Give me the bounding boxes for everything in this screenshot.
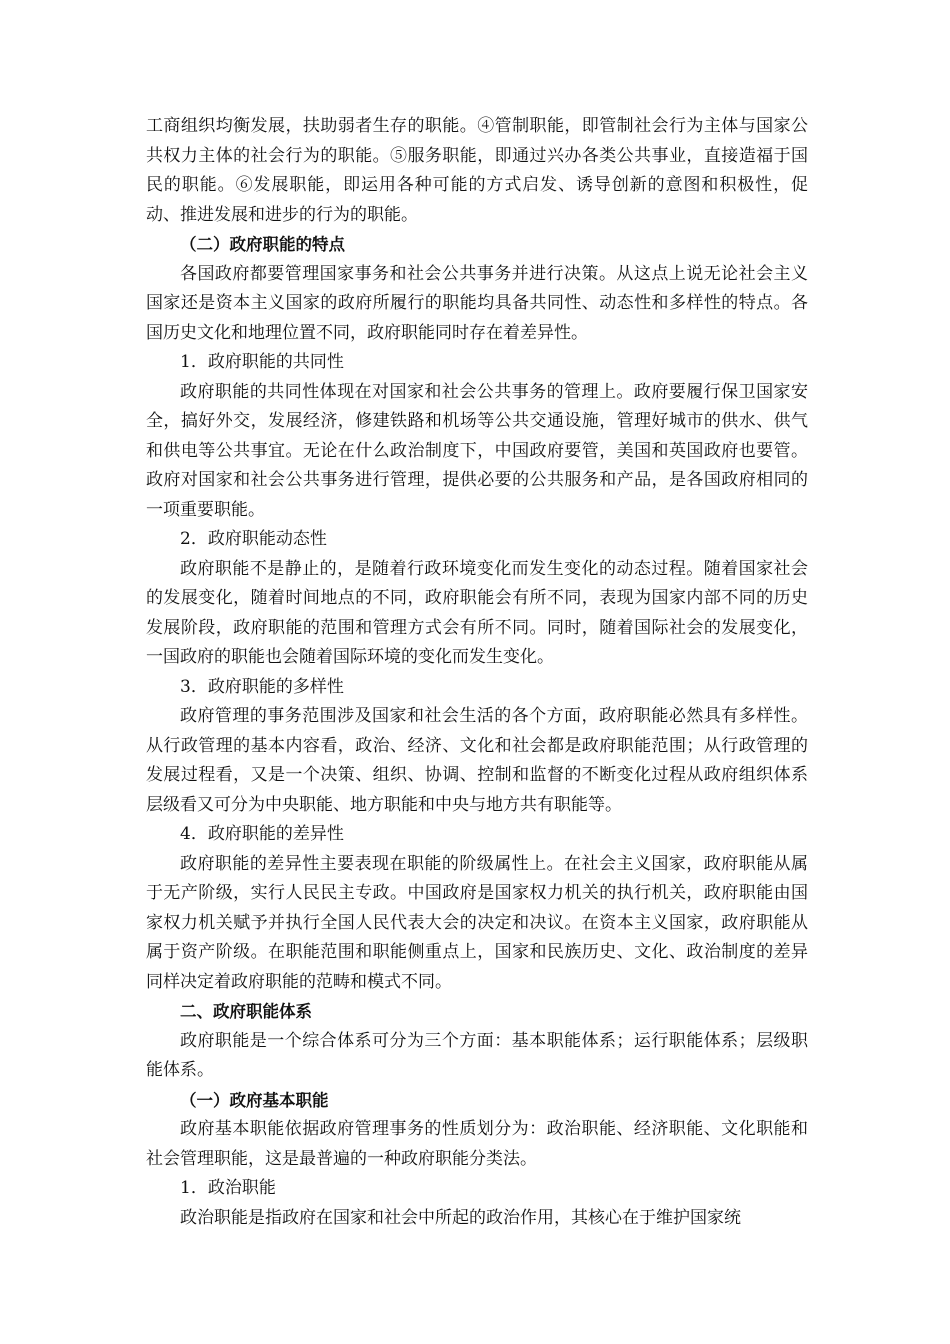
chapter-heading-system: 二、政府职能体系 [180,1002,312,1021]
subheading-diversity: 3．政府职能的多样性 [180,676,344,697]
paragraph-diversity: 政府管理的事务范围涉及国家和社会生活的各个方面，政府职能必然具有多样性。从行政管理的基本内容看，政治、经济、文化和社会都是政府职能范围；从行政管理的发展过程看，又是一个决策、组织、协调、控制和监督的不断变化过程从政府组织体系层级看又可分为中央职能、地方职能和中央与地方共有职能等。 [146,706,808,815]
section-heading-basic-functions: （一）政府基本职能 [180,1090,329,1110]
subheading-commonality: 1．政府职能的共同性 [180,352,344,372]
paragraph-continued: 工商组织均衡发展，扶助弱者生存的职能。④管制职能，即管制社会行为主体与国家公共权力主体的社会行为的职能。⑤服务职能，即通过兴办各类公共事业，直接造福于国民的职能。⑥发展职能，即运用各种可能的方式启发、诱导创新的意图和积极性，促动、推进发展和进步的行为的职能。 [146,116,808,225]
subheading-political: 1．政治职能 [180,1178,276,1198]
subheading-difference: 4．政府职能的差异性 [180,824,344,844]
paragraph-difference: 政府职能的差异性主要表现在职能的阶级属性上。在社会主义国家，政府职能从属于无产阶级，实行人民民主专政。中国政府是国家权力机关的执行机关，政府职能由国家权力机关赋予并执行全国人民代表大会的决定和决议。在资本主义国家，政府职能从属于资产阶级。在职能范围和职能侧重点上，国家和民族历史、文化、政治制度的差异同样决定着政府职能的范畴和模式不同。 [146,853,808,992]
subheading-dynamic: 2．政府职能动态性 [180,529,327,549]
paragraph-dynamic: 政府职能不是静止的，是随着行政环境变化而发生变化的动态过程。随着国家社会的发展变化，随着时间地点的不同，政府职能会有所不同，表现为国家内部不同的历史发展阶段，政府职能的范围和管理方式会有所不同。同时，随着国际社会的发展变化，一国政府的职能也会随着国际环境的变化而发生变化。 [146,558,808,667]
paragraph-political: 政治职能是指政府在国家和社会中所起的政治作用，其核心在于维护国家统 [180,1207,741,1228]
paragraph-commonality: 政府职能的共同性体现在对国家和社会公共事务的管理上。政府要履行保卫国家安全，搞好外交，发展经济，修建铁路和机场等公共交通设施，管理好城市的供水、供气和供电等公共事宜。无论在什么政治制度下，中国政府要管，美国和英国政府也要管。政府对国家和社会公共事务进行管理，提供必要的公共服务和产品，是各国政府相同的一项重要职能。 [146,381,808,520]
section-heading-features: （二）政府职能的特点 [180,235,345,254]
paragraph-features-intro: 各国政府都要管理国家事务和社会公共事务并进行决策。从这点上说无论社会主义国家还是资本主义国家的政府所履行的职能均具备共同性、动态性和多样性的特点。各国历史文化和地理位置不同，政府职能同时存在着差异性。 [146,263,808,343]
document-page [146,112,808,1233]
paragraph-system: 政府职能是一个综合体系可分为三个方面：基本职能体系；运行职能体系；层级职能体系。 [146,1030,808,1080]
paragraph-basic-functions: 政府基本职能依据政府管理事务的性质划分为：政治职能、经济职能、文化职能和社会管理职能，这是最普遍的一种政府职能分类法。 [146,1119,808,1169]
